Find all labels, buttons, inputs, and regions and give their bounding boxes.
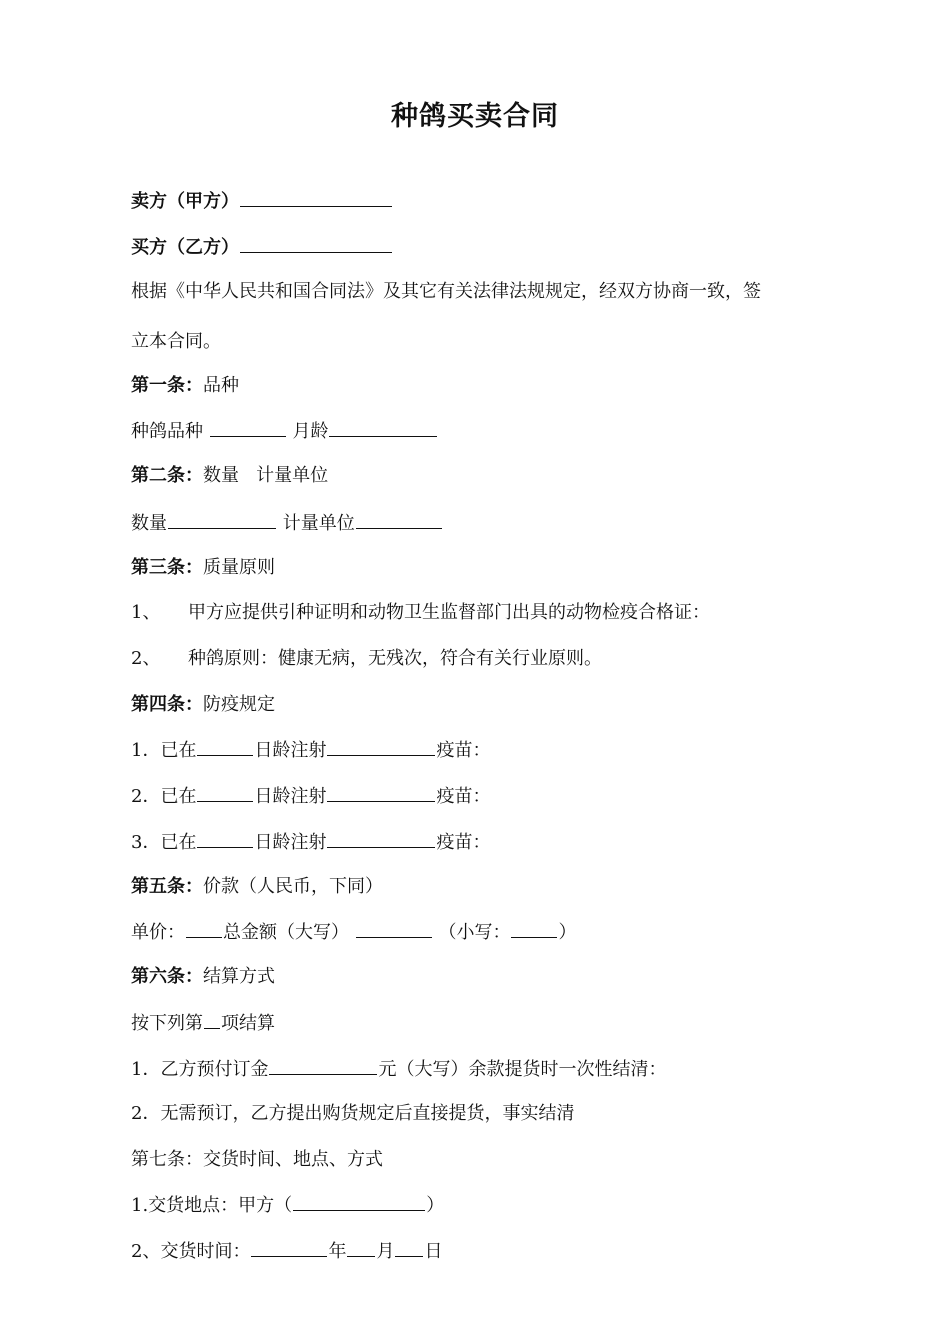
article-2-label: 第二条： — [131, 465, 203, 486]
vaccine-prefix: 3．已在 — [131, 832, 197, 853]
vaccine-prefix: 1．已在 — [131, 740, 197, 761]
place-blank[interactable] — [293, 1192, 425, 1211]
unit-price-label: 单价： — [131, 922, 185, 943]
article-2-title: 数量 计量单位 — [203, 465, 329, 486]
breed-label: 种鸽品种 — [131, 421, 203, 442]
buyer-line — [131, 234, 393, 260]
article-7-heading: 第七条：交货时间、地点、方式 — [131, 1149, 383, 1170]
unit-blank[interactable] — [356, 510, 442, 529]
month-label: 月 — [376, 1241, 395, 1262]
small-open: （小写： — [438, 922, 511, 943]
intro-line-2: 立本合同。 — [131, 331, 221, 352]
article-4-heading — [131, 693, 275, 717]
vaccine-day-blank[interactable] — [197, 737, 253, 756]
vaccine-mid: 日龄注射 — [254, 832, 327, 853]
item-number: 1、 — [131, 602, 161, 623]
article-3-heading — [131, 556, 275, 580]
article-3-item-1 — [131, 601, 710, 625]
article-3-label: 第三条： — [131, 557, 203, 578]
price-line — [131, 919, 576, 945]
time-pre: 2、交货时间： — [131, 1241, 251, 1262]
article-1-title: 品种 — [203, 375, 239, 396]
choice-pre: 按下列第 — [131, 1013, 203, 1034]
year-label: 年 — [328, 1241, 347, 1262]
vaccine-suffix: 疫苗： — [436, 832, 491, 853]
seller-blank[interactable] — [240, 188, 392, 207]
item-number: 2、 — [131, 648, 161, 669]
age-label: 月龄 — [292, 421, 329, 442]
article-3-item-2 — [131, 647, 602, 671]
day-blank[interactable] — [395, 1238, 423, 1257]
article-4-title: 防疫规定 — [203, 694, 275, 715]
deposit-blank[interactable] — [269, 1056, 377, 1075]
quantity-blank[interactable] — [168, 510, 276, 529]
article-5-label: 第五条： — [131, 876, 203, 897]
vaccine-line-3 — [131, 829, 490, 855]
seller-line — [131, 188, 393, 214]
settlement-option-1 — [131, 1056, 666, 1082]
article-4-label: 第四条： — [131, 694, 203, 715]
article-5-title: 价款（人民币，下同） — [203, 876, 383, 897]
vaccine-day-blank[interactable] — [197, 829, 253, 848]
vaccine-prefix: 2．已在 — [131, 786, 197, 807]
item-text: 种鸽原则：健康无病，无残次，符合有关行业原则。 — [188, 648, 602, 669]
delivery-time — [131, 1238, 442, 1264]
document-title: 种鸽买卖合同 — [391, 101, 559, 132]
vaccine-line-2 — [131, 783, 490, 809]
article-1-heading — [131, 374, 239, 398]
small-close: ） — [558, 922, 577, 943]
quantity-label: 数量 — [131, 513, 167, 534]
choice-blank[interactable] — [204, 1010, 220, 1029]
vaccine-name-blank[interactable] — [327, 737, 435, 756]
option-1-post: 元（大写）余款提货时一次性结清： — [378, 1059, 667, 1080]
option-1-pre: 1．乙方预付订金 — [131, 1059, 269, 1080]
month-blank[interactable] — [347, 1238, 375, 1257]
vaccine-name-blank[interactable] — [327, 829, 435, 848]
vaccine-suffix: 疫苗： — [436, 786, 491, 807]
vaccine-mid: 日龄注射 — [254, 786, 327, 807]
vaccine-mid: 日龄注射 — [254, 740, 327, 761]
day-label: 日 — [424, 1241, 443, 1262]
unit-label: 计量单位 — [282, 513, 355, 534]
buyer-blank[interactable] — [240, 234, 392, 253]
settlement-option-2: 2．无需预订，乙方提出购货规定后直接提货，事实结清 — [131, 1103, 575, 1124]
place-post: ） — [426, 1195, 445, 1216]
article-6-title: 结算方式 — [203, 966, 275, 987]
article-5-heading — [131, 875, 383, 899]
vaccine-day-blank[interactable] — [197, 783, 253, 802]
delivery-place — [131, 1192, 444, 1218]
small-amount-blank[interactable] — [511, 919, 557, 938]
year-blank[interactable] — [251, 1238, 327, 1257]
unit-price-blank[interactable] — [186, 919, 222, 938]
breed-blank[interactable] — [210, 418, 286, 437]
vaccine-suffix: 疫苗： — [436, 740, 491, 761]
seller-label: 卖方（甲方） — [131, 191, 239, 212]
choice-post: 项结算 — [221, 1013, 275, 1034]
place-pre: 1.交货地点：甲方（ — [131, 1195, 293, 1216]
article-2-heading — [131, 464, 328, 488]
settlement-choice — [131, 1010, 275, 1036]
buyer-label: 买方（乙方） — [131, 237, 239, 258]
total-label: 总金额（大写） — [223, 922, 349, 943]
article-1-label: 第一条： — [131, 375, 203, 396]
vaccine-name-blank[interactable] — [327, 783, 435, 802]
article-6-label: 第六条： — [131, 966, 203, 987]
total-blank[interactable] — [356, 919, 432, 938]
age-blank[interactable] — [329, 418, 437, 437]
article-2-fields — [131, 510, 443, 536]
article-6-heading — [131, 965, 275, 989]
vaccine-line-1 — [131, 737, 490, 763]
article-3-title: 质量原则 — [203, 557, 275, 578]
article-1-fields — [131, 418, 438, 444]
intro-line-1: 根据《中华人民共和国合同法》及其它有关法律法规规定，经双方协商一致，签 — [131, 281, 761, 302]
item-text: 甲方应提供引种证明和动物卫生监督部门出具的动物检疫合格证： — [188, 602, 710, 623]
